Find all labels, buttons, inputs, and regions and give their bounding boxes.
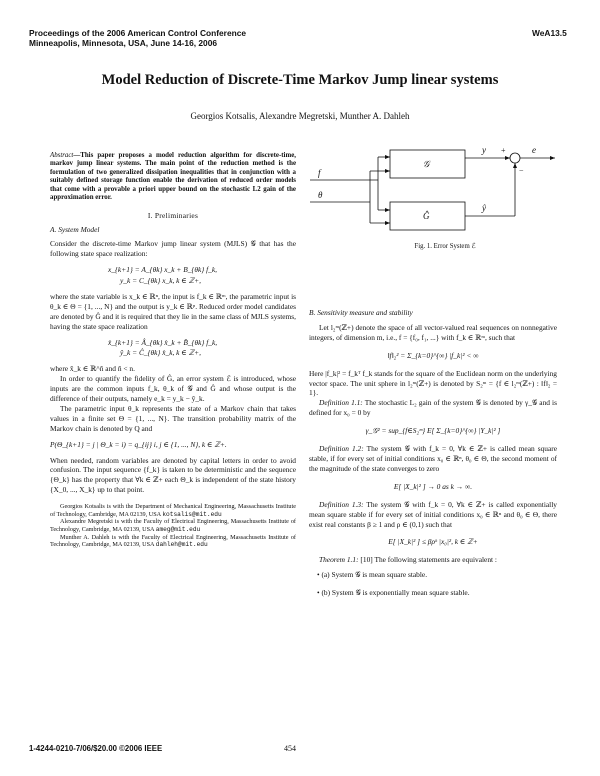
equation-second-moment: E[ |X_k|² ] → 0 as k → ∞. xyxy=(393,481,473,491)
footer-isbn: 1-4244-0210-7/06/$20.00 ©2006 IEEE xyxy=(29,744,163,753)
definition-1-3 xyxy=(309,500,557,530)
equation-gain: γ_𝒢² = sup_{f∈S₂ᵐ} E[ Σ_{k=0}^{∞} |Y_k|² ] xyxy=(365,426,501,436)
label-e: e xyxy=(532,145,536,155)
label-f: f xyxy=(318,168,321,178)
footnote-1 xyxy=(50,503,296,518)
label-g: 𝒢 xyxy=(423,159,430,169)
paragraph-l2-space: Let l₂ᵐ(ℤ+) denote the space of all vector-valued real sequences on nonnegative integers, of dimension m, i.e., f = {f₀, f₁, ...} with f_k ∈ ℝᵐ, such that xyxy=(309,322,557,342)
theorem-item-a-text: (a) System 𝒢 is mean square stable. xyxy=(321,570,428,580)
equation-norm: ‖f‖₂² = Σ_{k=0}^{∞} |f_k|² < ∞ xyxy=(387,350,479,360)
paragraph-euclidean: Here |f_k|² = f_kᵀ f_k stands for the square of the Euclidean norm on the underlying vector space. The unit sphere in l₂ᵐ(ℤ+) is denoted by S₂ᵐ = {f ∈ l₂ᵐ(ℤ+) : ‖f‖₂ = 1}. xyxy=(309,368,557,398)
label-y: y xyxy=(482,145,486,155)
error-system-diagram xyxy=(310,140,580,235)
definition-1-2 xyxy=(309,444,557,474)
theorem-item-a: • (a) System 𝒢 is mean square stable. xyxy=(317,570,428,580)
abstract-label: Abstract xyxy=(50,152,74,159)
equation-state-2: x̂_{k+1} = Â_{θk} x̂_k + B̂_{θk} f_k, xyxy=(108,337,218,347)
footnote-1-email[interactable]: kotsalis@mit.edu xyxy=(162,510,222,518)
label-plus: + xyxy=(501,146,506,155)
footnote-3 xyxy=(50,534,296,549)
definition-1-1 xyxy=(309,398,557,418)
definition-1-3-text: The system 𝒢 with f_k = 0, ∀k ∈ ℤ+ is called exponentially mean square stable if for every set of initial conditions x₀ ∈ ℝⁿ and θ₀ ∈ Θ, there exist real constants β ≥ 1 and ρ ∈ (0,1) such that xyxy=(309,499,557,529)
theorem-item-b-text: (b) System 𝒢 is exponentially mean square stable. xyxy=(321,588,470,598)
label-g-hat: Ĝ xyxy=(423,211,430,221)
footnote-1-text: Georgios Kotsalis is with the Department of Mechanical Engineering, Massachusetts Institute of Technology, Cambridge, MA 02139, USA xyxy=(50,503,296,518)
definition-1-2-text: The system 𝒢 with f_k = 0, ∀k ∈ ℤ+ is called mean square stable, if for every set of initial conditions x₀ ∈ ℝⁿ, θ₀ ∈ Θ, the second moment of the magnitude of the state converges to zero xyxy=(309,444,557,473)
equation-transition: P(Θ_{k+1} = j | Θ_k = i) = q_{ij} i, j ∈ {1, ..., N}, k ∈ ℤ+. xyxy=(50,439,227,449)
subsection-heading-b: B. Sensitivity measure and stability xyxy=(309,308,413,317)
paragraph-variables: where the state variable is x_k ∈ ℝⁿ, the input is f_k ∈ ℝᵐ, the parametric input is θ_k ∈ Θ = {1, ..., N} and the output is y_k ∈ ℝᵖ. Reduced order model candidates are denoted by Ĝ and it is required that they lie in the same class of MJLS systems, having the state space realization xyxy=(50,291,296,331)
paragraph-random: When needed, random variables are denoted by capital letters in order to avoid confusion. The input sequence {f_k} is taken to be deterministic and the sequence {Θ_k} has the property that ∀k ∈ ℤ+ each Θ_k is independent of the state history {X_0, ..., X_k} up to that point. xyxy=(50,455,296,495)
subsection-heading-a: A. System Model xyxy=(50,225,100,235)
paper-title: Model Reduction of Discrete-Time Markov Jump linear systems xyxy=(101,72,499,88)
footnote-2 xyxy=(50,518,296,533)
paragraph-markov: The parametric input θ_k represents the state of a Markov chain that takes values in a finite set Θ = {1, ..., N}. The transition probability matrix of the Markov chain is denoted by Q and xyxy=(50,403,296,433)
definition-1-1-text: The stochastic L₂ gain of the system 𝒢 is denoted by γ_𝒢 and is defined for x₀ = 0 by xyxy=(309,398,557,418)
definition-1-3-label: Definition 1.3: xyxy=(319,499,364,509)
conference-line-1: Proceedings of the 2006 American Control Conference xyxy=(29,28,247,38)
theorem-1-1-label: Theorem 1.1: xyxy=(319,555,359,565)
equation-output-1: y_k = C_{θk} x_k, k ∈ ℤ+, xyxy=(120,275,201,285)
paragraph-system: Consider the discrete-time Markov jump linear system (MJLS) 𝒢 that has the following state space realization: xyxy=(50,239,296,259)
conference-header xyxy=(29,28,246,48)
paragraph-dimension: where x̂_k ∈ ℝ^n̂ and n̂ < n. xyxy=(50,364,135,374)
label-theta: θ xyxy=(318,190,323,200)
label-y-hat: ŷ xyxy=(482,203,486,213)
conference-line-2: Minneapolis, Minnesota, USA, June 14-16, 2006 xyxy=(29,38,218,48)
definition-1-2-label: Definition 1.2: xyxy=(319,444,364,454)
left-column xyxy=(50,152,296,549)
equation-state-1: x_{k+1} = A_{θk} x_k + B_{θk} f_k, xyxy=(108,265,217,275)
theorem-1-1-text: [10] The following statements are equivalent : xyxy=(360,555,497,565)
right-column xyxy=(309,308,557,598)
page-number: 454 xyxy=(284,744,296,753)
paper-authors: Georgios Kotsalis, Alexandre Megretski, Munther A. Dahleh xyxy=(190,111,410,121)
label-minus: − xyxy=(519,166,524,175)
figure-caption: Fig. 1. Error System ℰ xyxy=(414,243,476,250)
summing-junction xyxy=(510,153,520,163)
definition-1-1-label: Definition 1.1: xyxy=(319,398,363,408)
abstract xyxy=(50,152,296,202)
theorem-item-b: • (b) System 𝒢 is exponentially mean square stable. xyxy=(317,588,470,598)
paragraph-error-system: In order to quantify the fidelity of Ĝ, an error system ℰ is introduced, whose inputs are the common inputs f_k, θ_k of 𝒢 and Ĝ and whose output is the difference of their outputs, namely e_k = y_k − ŷ_k. xyxy=(50,374,296,404)
equation-exponential: E[ |X_k|² ] ≤ βρᵏ |x₀|², k ∈ ℤ+ xyxy=(388,537,478,547)
equation-output-2: ŷ_k = Ĉ_{θk} x̂_k, k ∈ ℤ+, xyxy=(120,348,201,358)
footnote-2-text: Alexandre Megretski is with the Faculty of Electrical Engineering, Massachusetts Institute of Technology, Cambridge, MA 02139, USA xyxy=(50,518,296,533)
footnote-3-text: Munther A. Dahleh is with the Faculty of Electrical Engineering, Massachusetts Institute of Technology, Cambridge, MA 02139, USA xyxy=(50,533,296,549)
footnote-3-email[interactable]: dahleh@mit.edu xyxy=(155,541,208,549)
footnotes xyxy=(50,503,296,549)
footnote-2-email[interactable]: ameg@mit.edu xyxy=(155,525,201,533)
abstract-text: —This paper proposes a model reduction algorithm for discrete-time, markov jump linear systems. The main point of the reduction method is the formulation of two generalized dissipation inequalities that in conjunction with a suitably defined storage function enable the derivation of reduced order models that come with a provable a priori upper bound on the stochastic L2 gain of the approximation error. xyxy=(50,152,296,202)
theorem-1-1 xyxy=(309,555,557,565)
section-heading: I. Preliminaries xyxy=(147,211,199,221)
session-code: WeA13.5 xyxy=(532,28,567,38)
